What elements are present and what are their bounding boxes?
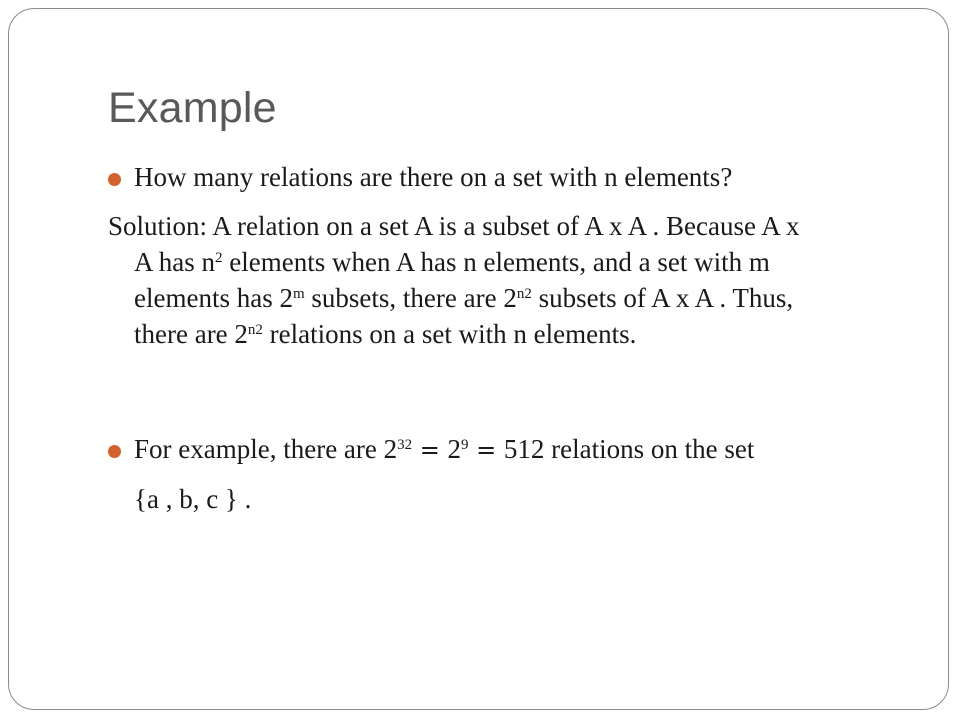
solution-line-3 [108, 280, 876, 316]
superscript: 9 [461, 437, 469, 453]
slide-title: Example [108, 84, 277, 132]
superscript: 32 [397, 437, 413, 453]
bullet-icon [108, 445, 121, 458]
text-span: there are 2 [134, 319, 248, 349]
text-span: subsets of A x A . Thus, [531, 283, 794, 313]
superscript: n2 [247, 322, 263, 338]
superscript: 2 [215, 250, 223, 266]
text-span: elements when A has n elements, and a set with m [222, 247, 770, 277]
text-span: 512 relations on the set [503, 434, 755, 464]
text-span: relations on a set with n elements. [262, 319, 637, 349]
solution-paragraph [108, 208, 876, 352]
bullet-icon [108, 173, 121, 186]
question-text: How many relations are there on a set with n elements? [134, 162, 733, 192]
text-span: elements has 2 [134, 283, 293, 313]
set-expression: {a , b, c } . [134, 484, 252, 514]
text-span: subsets, there are 2 [304, 283, 517, 313]
equals-sign: = [468, 436, 504, 464]
text-span: For example, there are 2 [134, 434, 398, 464]
text-span: 2 [447, 434, 462, 464]
solution-line-2 [108, 244, 876, 280]
text-span: A has n [134, 247, 215, 277]
superscript: m [292, 286, 305, 302]
example-text [134, 434, 754, 465]
solution-line-1: Solution: A relation on a set A is a subset of A x A . Because A x [108, 211, 800, 241]
solution-line-4 [108, 316, 876, 352]
equals-sign: = [412, 436, 448, 464]
superscript: n2 [516, 286, 532, 302]
